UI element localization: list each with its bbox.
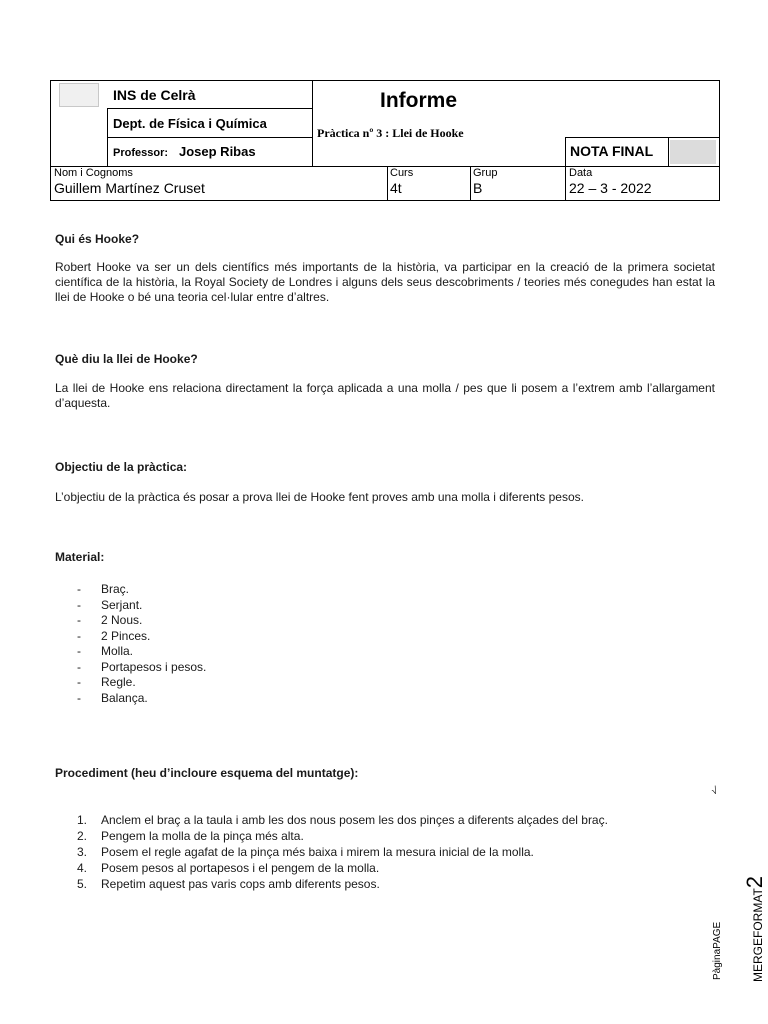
department-name: Dept. de Física i Química — [113, 116, 267, 131]
section-heading-material: Material: — [55, 550, 105, 564]
divider — [387, 166, 388, 201]
merge-field-code — [742, 876, 768, 982]
material-list — [55, 582, 206, 706]
header-table — [50, 80, 720, 201]
list-item: - 2 Pinces. — [77, 628, 151, 643]
date-label: Data — [569, 167, 593, 179]
section-heading-law: Què diu la llei de Hooke? — [55, 352, 198, 366]
final-grade-label: NOTA FINAL — [570, 143, 654, 159]
list-item: 2. Pengem la molla de la pinça més alta. — [77, 829, 304, 843]
list-item: - Serjant. — [77, 597, 143, 612]
page-number: 2 — [742, 875, 767, 889]
list-item: - 2 Nous. — [77, 613, 143, 627]
list-item: - Portapesos i pesos. — [77, 659, 207, 674]
section-heading-objective: Objectiu de la pràctica: — [55, 460, 188, 474]
list-item: - Regle. — [77, 675, 136, 689]
divider — [107, 108, 312, 109]
group-label: Grup — [473, 167, 498, 179]
final-grade-box[interactable] — [670, 140, 716, 164]
group-value[interactable]: B — [473, 180, 483, 196]
divider — [470, 166, 471, 201]
divider — [312, 80, 313, 166]
list-item: 4. Posem pesos al portapesos i el pengem de la molla. — [77, 861, 380, 875]
divider — [50, 166, 720, 167]
procedure-list — [55, 812, 608, 892]
school-name: INS de Celrà — [113, 87, 196, 103]
professor-name: Josep Ribas — [179, 144, 256, 159]
list-item: 5. Repetim aquest pas varis cops amb diferents pesos. — [77, 877, 380, 891]
section-heading-procedure: Procediment (heu d’incloure esquema del muntatge): — [55, 766, 359, 780]
list-item: - Molla. — [77, 644, 134, 658]
name-label: Nom i Cognoms — [54, 167, 133, 179]
professor-label: Professor: — [113, 147, 169, 159]
date-value[interactable]: 22 – 3 - 2022 — [569, 180, 652, 196]
course-label: Curs — [390, 167, 414, 179]
list-item: 1. Anclem el braç a la taula i amb les dos nous posem les dos pinçes a diferents alçades del braç. — [77, 813, 608, 827]
list-item: - Balança. — [77, 690, 148, 705]
merge-field-label: MERGEFORMAT — [751, 888, 765, 982]
course-value[interactable]: 4t — [390, 180, 402, 196]
list-item: - Braç. — [77, 582, 130, 596]
section-text-objective: L’objectiu de la pràctica és posar a prova llei de Hooke fent proves amb una molla i diferents pesos. — [55, 490, 584, 504]
name-value[interactable]: Guillem Martínez Cruset — [54, 180, 205, 196]
divider — [565, 137, 566, 201]
divider — [668, 137, 669, 166]
page-field-code: PàginaPAGE — [712, 921, 723, 980]
divider — [107, 137, 312, 138]
stray-mark: √ — [710, 785, 720, 798]
report-title: Informe — [380, 89, 458, 112]
school-logo-placeholder — [59, 83, 99, 107]
divider — [565, 137, 720, 138]
section-heading-who: Qui és Hooke? — [55, 232, 140, 246]
practice-title: Pràctica nº 3 : Llei de Hooke — [317, 126, 464, 140]
section-text-who: Robert Hooke va ser un dels científics més importants de la història, va participar en la creació de la primera societat científica de la història, la Royal Society de Londres i alguns dels seus descobriments / teories més conegudes han estat la llei de Hooke o bé una teoria cel·lular entre d’altres. — [55, 260, 715, 304]
list-item: 3. Posem el regle agafat de la pinça més baixa i mirem la mesura inicial de la molla. — [77, 845, 534, 859]
section-text-law: La llei de Hooke ens relaciona directament la força aplicada a una molla / pes que li posem a l’extrem amb l’allargament d’aquesta. — [55, 381, 715, 410]
